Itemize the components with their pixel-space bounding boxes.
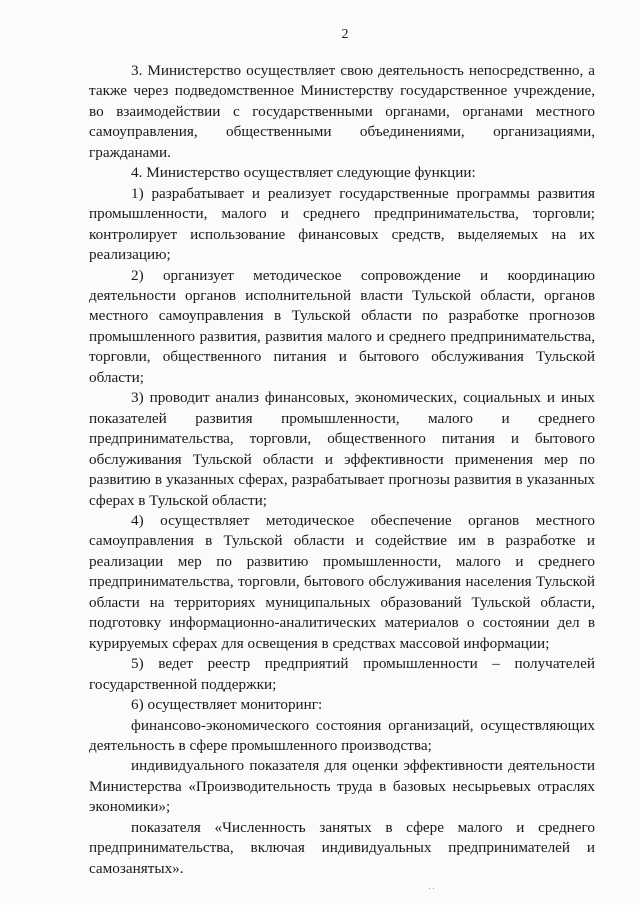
function-item-2: 2) организует методическое сопровождение и координацию деятельности органов исполнительной власти Тульской области, органов местного самоуправления в Тульской области по разработке прогнозов промышленного развития, развития малого и среднего предпринимательства, торговли, общественного питания и бытового обслуживания Тульской области;	[89, 266, 595, 386]
paragraph-item-3: 3. Министерство осуществляет свою деятельность непосредственно, а также через подведомственное Министерству государственное учреждение, во взаимодействии с государственными органами, органами местного самоуправления, общественными объединениями, организациями, гражданами.	[89, 62, 595, 161]
monitoring-item-1: финансово-экономического состояния организаций, осуществляющих деятельность в сфере промышленного производства;	[89, 716, 595, 754]
function-item-3: 3) проводит анализ финансовых, экономических, социальных и иных показателей развития промышленности, малого и среднего предпринимательства, торговли, общественного питания и бытового обслуживания Тульской области и эффективности применения мер по развитию в указанных сферах, разрабатывает прогнозы развития в указанных сферах в Тульской области;	[89, 389, 595, 509]
function-item-1: 1) разрабатывает и реализует государственные программы развития промышленности, малого и среднего предпринимательства, торговли; контролирует использование финансовых средств, выделяемых на их реализацию;	[89, 184, 595, 264]
page-number: 2	[341, 27, 349, 42]
function-item-5: 5) ведет реестр предприятий промышленности – получателей государственной поддержки;	[89, 655, 595, 693]
function-item-4: 4) осуществляет методическое обеспечение органов местного самоуправления в Тульской области и содействие им в разработке и реализации мер по развитию промышленности, малого и среднего предпринимательства, торговли, бытового обслуживания населения Тульской области на территориях муниципальных образований Тульской области, подготовку информационно-аналитических материалов о состоянии дел в курируемых сферах для освещения в средствах массовой информации;	[89, 511, 595, 652]
document-body	[89, 61, 595, 879]
monitoring-item-2: индивидуального показателя для оценки эффективности деятельности Министерства «Производительность труда в базовых несырьевых отраслях экономики»;	[89, 757, 595, 816]
paragraph-item-4: 4. Министерство осуществляет следующие функции:	[131, 164, 476, 182]
scan-speck	[429, 888, 430, 889]
function-item-6: 6) осуществляет мониторинг:	[131, 696, 323, 714]
monitoring-item-3: показателя «Численность занятых в сфере малого и среднего предпринимательства, включая индивидуальных предпринимателей и самозанятых».	[89, 818, 595, 877]
scan-speck	[129, 858, 130, 859]
scan-speck	[433, 888, 434, 889]
